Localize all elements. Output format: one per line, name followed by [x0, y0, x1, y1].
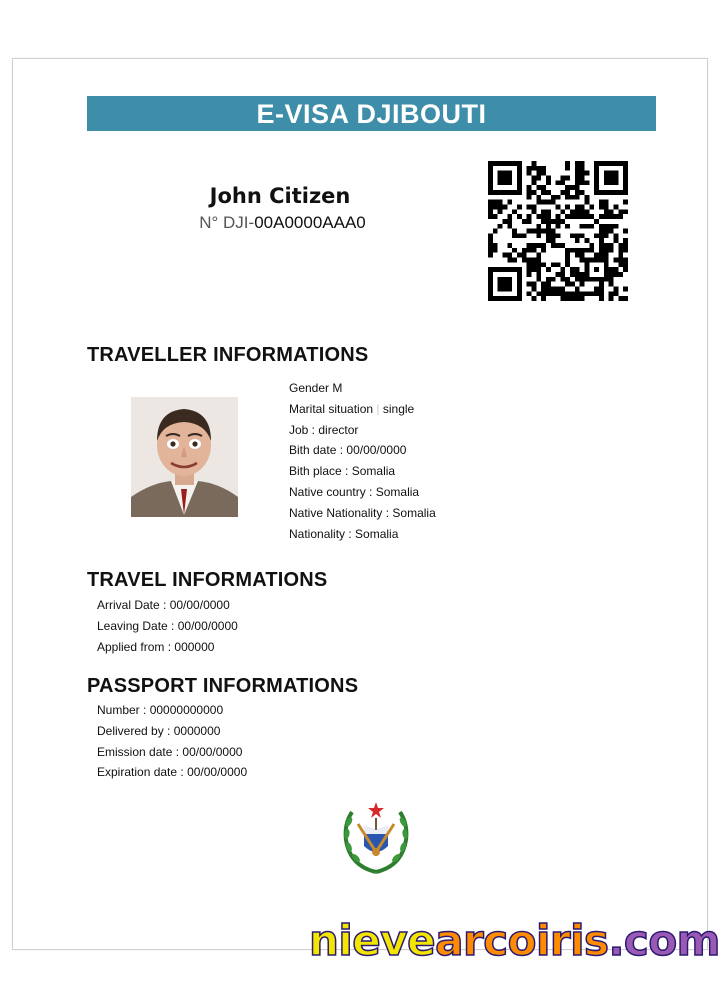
field-label: Gender	[289, 381, 330, 395]
passport-field	[97, 765, 247, 779]
field-value: Somalia	[351, 464, 396, 479]
field-label: Nationality :	[289, 526, 352, 541]
holder-name: John Citizen	[209, 184, 351, 208]
passport-section-title: PASSPORT INFORMATIONS	[87, 675, 359, 697]
field-value: Somalia	[392, 505, 436, 520]
field-value: director	[318, 422, 359, 437]
field-label: Job :	[289, 422, 316, 437]
field-value: 00/00/0000	[177, 618, 238, 633]
field-separator: |	[376, 401, 380, 416]
qr-code-icon	[488, 161, 628, 301]
field-value: Somalia	[355, 526, 399, 541]
travel-field	[97, 640, 214, 654]
field-label: Bith place :	[289, 464, 349, 479]
field-value: 000000	[174, 639, 215, 654]
portrait-photo	[131, 397, 238, 517]
visa-number-prefix: N° DJI-	[199, 213, 255, 232]
field-label: Leaving Date :	[97, 618, 175, 633]
field-value: 00000000000	[149, 703, 224, 717]
watermark-part3: .com	[608, 916, 720, 965]
coat-of-arms-icon	[340, 800, 412, 876]
travel-section-title: TRAVEL INFORMATIONS	[87, 569, 328, 591]
field-label: Bith date :	[289, 443, 344, 458]
field-label: Number :	[97, 703, 147, 717]
passport-field	[97, 724, 220, 738]
field-label: Expiration date :	[97, 765, 184, 780]
field-value: single	[382, 401, 415, 416]
field-label: Native Nationality :	[289, 505, 390, 520]
field-label: Marital situation	[289, 401, 374, 416]
watermark-text	[309, 912, 720, 970]
field-value: 00/00/0000	[182, 744, 243, 759]
traveller-field	[289, 527, 398, 541]
watermark-part2: arcoiris	[435, 916, 609, 965]
travel-field	[97, 598, 230, 612]
field-value: 00/00/0000	[187, 765, 248, 780]
field-label: Delivered by :	[97, 723, 171, 738]
watermark-part1: nieve	[309, 916, 436, 965]
field-label: Applied from :	[97, 639, 172, 654]
visa-number	[140, 213, 425, 233]
traveller-field	[289, 485, 419, 499]
field-value: 00/00/0000	[346, 443, 407, 458]
field-value: 00/00/0000	[169, 598, 230, 612]
traveller-field	[289, 443, 406, 457]
traveller-field	[289, 381, 342, 395]
field-value: Somalia	[375, 485, 420, 499]
field-label: Native country :	[289, 485, 373, 499]
traveller-field	[289, 464, 395, 478]
traveller-field	[289, 423, 358, 437]
field-value: 0000000	[173, 723, 221, 738]
traveller-section-title: TRAVELLER INFORMATIONS	[87, 344, 369, 366]
traveller-field	[289, 402, 414, 416]
passport-field	[97, 703, 223, 717]
field-label: Arrival Date :	[97, 598, 167, 612]
banner-title: E-VISA DJIBOUTI	[87, 96, 656, 131]
field-label: Emission date :	[97, 744, 180, 759]
field-value: M	[332, 381, 343, 395]
passport-field	[97, 745, 242, 759]
visa-number-value: 00A0000AAA0	[254, 213, 366, 232]
travel-field	[97, 619, 238, 633]
traveller-field	[289, 506, 436, 520]
